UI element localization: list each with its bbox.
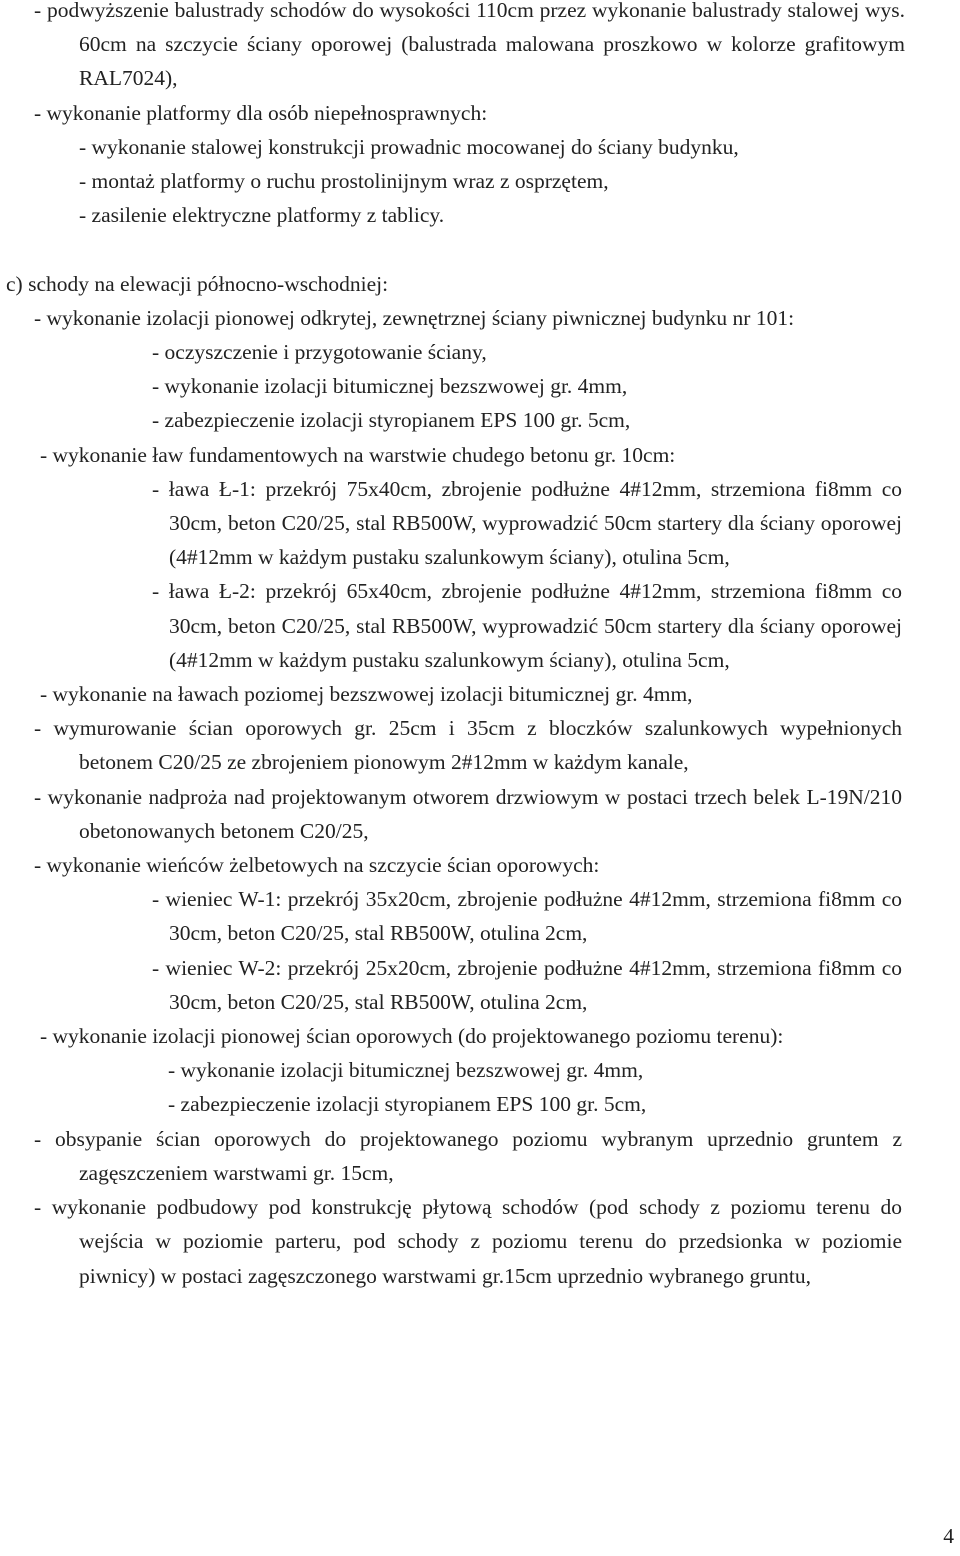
paragraph-gap (0, 232, 960, 266)
list-item: - wykonanie na ławach poziomej bezszwowej izolacji bitumicznej gr. 4mm, (40, 682, 693, 707)
list-item: - ława Ł-2: przekrój 65x40cm, zbrojenie podłużne 4#12mm, strzemiona fi8mm co 30cm, beton C20/25, stal RB500W, wyprowadzić 50cm startery dla ściany oporowej (4#12mm w każdym pustaku szalunkowym ściany), otulina 5cm, (152, 579, 902, 672)
list-item: - wykonanie wieńców żelbetowych na szczycie ścian oporowych: (34, 853, 600, 878)
list-item: - wykonanie nadproża nad projektowanym otworem drzwiowym w postaci trzech belek L-19N/210 obetonowanych betonem C20/25, (34, 784, 902, 843)
list-item: - podwyższenie balustrady schodów do wysokości 110cm przez wykonanie balustrady stalowej wys. 60cm na szczycie ściany oporowej (balustrada malowana proszkowo w kolorze grafitowym RAL7024), (34, 0, 905, 91)
list-item: - ława Ł-1: przekrój 75x40cm, zbrojenie podłużne 4#12mm, strzemiona fi8mm co 30cm, beton C20/25, stal RB500W, wyprowadzić 50cm startery dla ściany oporowej (4#12mm w każdym pustaku szalunkowym ściany), otulina 5cm, (152, 476, 902, 570)
list-item: - wykonanie izolacji bitumicznej bezszwowej gr. 4mm, (168, 1058, 644, 1083)
list-item: - zabezpieczenie izolacji styropianem EPS 100 gr. 5cm, (168, 1092, 647, 1117)
list-item: - wykonanie izolacji bitumicznej bezszwowej gr. 4mm, (152, 374, 628, 399)
page-number: 4 (943, 1524, 954, 1548)
list-item: - zasilenie elektryczne platformy z tablicy. (79, 203, 445, 228)
list-item: - wykonanie izolacji pionowej odkrytej, zewnętrznej ściany piwnicznej budynku nr 101: (34, 305, 795, 330)
list-item: - wykonanie izolacji pionowej ścian oporowych (do projektowanego poziomu terenu): (40, 1024, 784, 1049)
list-item: - wykonanie ław fundamentowych na warstwie chudego betonu gr. 10cm: (40, 442, 676, 467)
list-item: - wykonanie stalowej konstrukcji prowadnic mocowanej do ściany budynku, (79, 134, 739, 159)
list-item: - montaż platformy o ruchu prostolinijnym wraz z osprzętem, (79, 169, 609, 194)
list-item: - wymurowanie ścian oporowych gr. 25cm i 35cm z bloczków szalunkowych wypełnionych betonem C20/25 ze zbrojeniem pionowym 2#12mm w każdym kanale, (34, 716, 902, 775)
list-item: - zabezpieczenie izolacji styropianem EPS 100 gr. 5cm, (152, 408, 631, 433)
list-item: - wykonanie platformy dla osób niepełnosprawnych: (34, 100, 488, 125)
list-item: c) schody na elewacji północno-wschodniej: (6, 271, 389, 296)
list-item: - wieniec W-1: przekrój 35x20cm, zbrojenie podłużne 4#12mm, strzemiona fi8mm co 30cm, beton C20/25, stal RB500W, otulina 2cm, (152, 887, 902, 946)
list-item: - oczyszczenie i przygotowanie ściany, (152, 340, 487, 365)
list-item: - wykonanie podbudowy pod konstrukcję płytową schodów (pod schody z poziomu terenu do wejścia w poziomie parteru, pod schody z poziomu terenu do przedsionka w poziomie piwnicy) w postaci zagęszczonego warstwami gr.15cm uprzednio wybranego gruntu, (34, 1195, 902, 1288)
list-item: - obsypanie ścian oporowych do projektowanego poziomu wybranym uprzednio gruntem z zagęszczeniem warstwami gr. 15cm, (34, 1126, 902, 1185)
list-item: - wieniec W-2: przekrój 25x20cm, zbrojenie podłużne 4#12mm, strzemiona fi8mm co 30cm, beton C20/25, stal RB500W, otulina 2cm, (152, 955, 902, 1014)
